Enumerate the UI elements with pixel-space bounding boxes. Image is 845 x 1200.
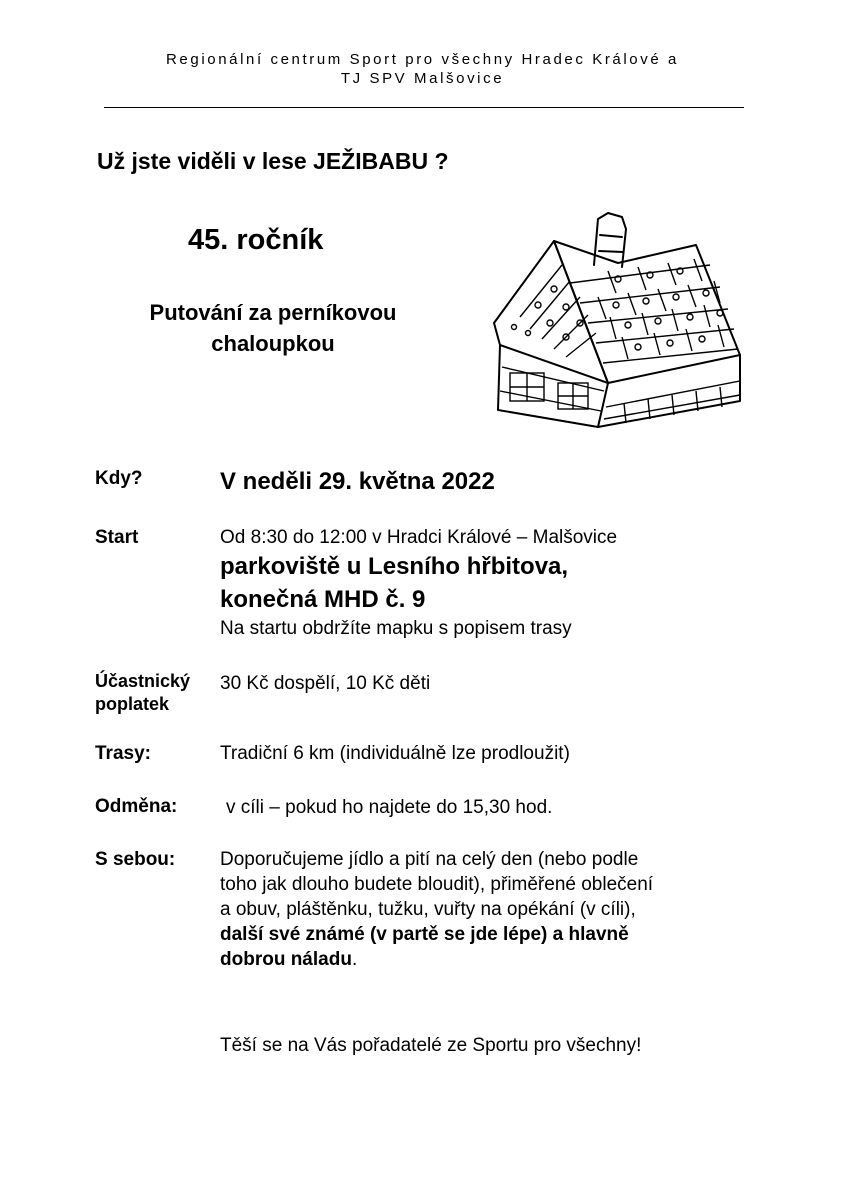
- bring-line-2: toho jak dlouho budete bloudit), přiměřené oblečení: [220, 874, 654, 895]
- start-place-line-1: parkoviště u Lesního hřbitova,: [220, 553, 569, 580]
- start-time-place: Od 8:30 do 12:00 v Hradci Králové – Malšovice: [220, 527, 618, 548]
- bring-line-3: a obuv, pláštěnku, tužku, vuřty na opékání (v cíli),: [220, 899, 636, 920]
- subtitle-line-1: Putování za perníkovou: [149, 300, 397, 325]
- bring-line-5-end: .: [351, 949, 358, 970]
- bring-good-mood: dobrou náladu: [220, 949, 352, 970]
- start-details: [220, 525, 617, 641]
- start-label: Start: [95, 527, 139, 548]
- gingerbread-house-illustration: [458, 205, 748, 445]
- start-note: Na startu obdržíte mapku s popisem trasy: [220, 618, 572, 639]
- when-label: Kdy?: [95, 468, 143, 489]
- closing-note: Těší se na Vás pořadatelé ze Sportu pro všechny!: [220, 1035, 642, 1056]
- reward-label: Odměna:: [95, 796, 178, 817]
- bring-label: S sebou:: [95, 849, 176, 870]
- page-title: Už jste viděli v lese JEŽIBABU ?: [97, 148, 449, 174]
- fee-label: [95, 670, 190, 716]
- organizer-header: [60, 50, 785, 88]
- header-divider: [104, 107, 744, 108]
- organizer-line-1: Regionální centrum Sport pro všechny Hradec Králové a: [166, 51, 679, 68]
- bring-text: [220, 847, 653, 972]
- start-place-line-2: konečná MHD č. 9: [220, 586, 426, 613]
- fee-label-line-1: Účastnický: [95, 671, 191, 691]
- bring-line-1: Doporučujeme jídlo a pití na celý den (nebo podle: [220, 849, 639, 870]
- bring-line-5: [220, 947, 653, 972]
- reward-value: v cíli – pokud ho najdete do 15,30 hod.: [226, 797, 553, 818]
- when-value: V neděli 29. května 2022: [220, 468, 495, 495]
- edition-heading: 45. ročník: [188, 224, 324, 256]
- bring-line-4: další své známé (v partě se jde lépe) a hlavně: [220, 924, 629, 945]
- fee-value: 30 Kč dospělí, 10 Kč děti: [220, 673, 431, 694]
- routes-label: Trasy:: [95, 743, 151, 764]
- organizer-line-2: TJ SPV Malšovice: [340, 70, 505, 87]
- subtitle-line-2: chaloupkou: [211, 331, 335, 356]
- fee-label-line-2: poplatek: [95, 694, 170, 714]
- routes-value: Tradiční 6 km (individuálně lze prodloužit): [220, 743, 570, 764]
- event-subtitle: [98, 297, 448, 359]
